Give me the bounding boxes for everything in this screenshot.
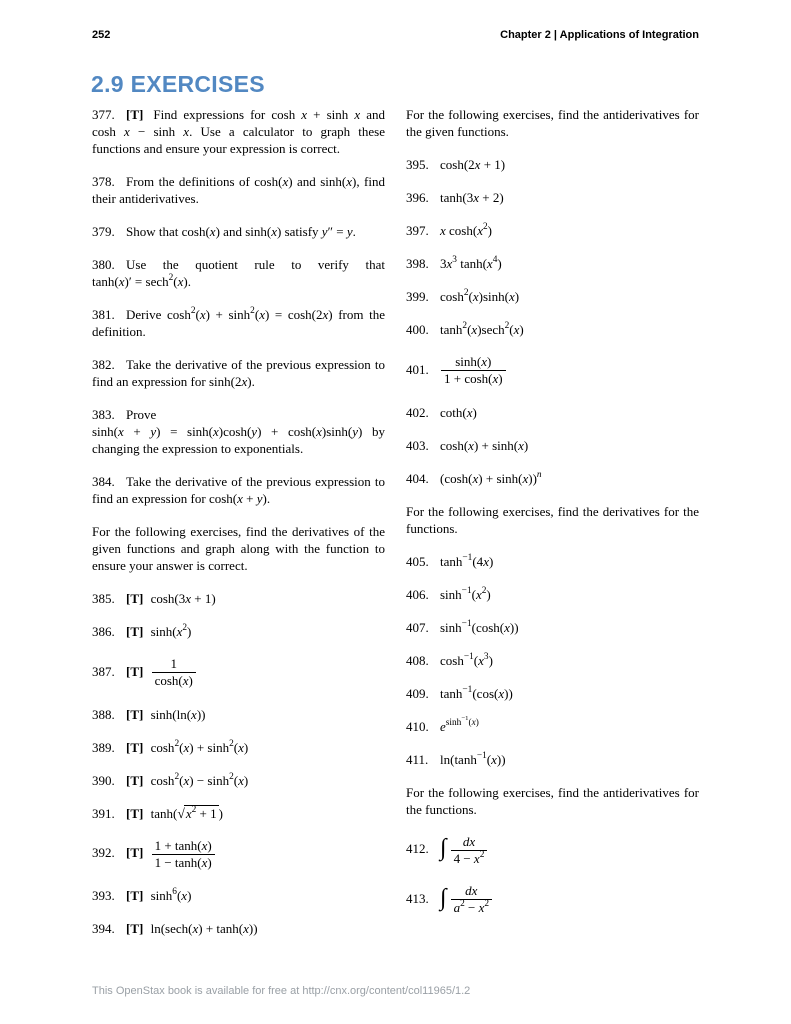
exercise-text: [T] Find expressions for cosh x + sinh x and cosh x − sinh x. Use a calculator to graph these functions and ensure your expression is correct. [92,107,385,156]
exercise-number: 382. [92,357,115,372]
exercise-number: 401. [406,361,429,377]
exercise-text: [T] $\frac{1}{\cosh(x)}$ [126,664,197,679]
exercise-text: $\sinh^{-1}(x^2)$ [440,585,491,602]
exercise-item-403 [406,437,699,454]
exercise-item-389 [92,739,385,756]
exercise-number: 380. [92,257,115,272]
exercise-text: [T] $\cosh^2(x) - \sinh^2(x)$ [126,771,249,788]
exercise-item-381 [92,306,385,340]
exercise-text: [T] $\sinh(x^2)$ [126,623,192,639]
chapter-title: Chapter 2 | Applications of Integration [500,29,699,41]
exercise-text: $\frac{\sinh(x)}{1 + \cosh(x)}$ [440,362,507,377]
exercise-text: $\cosh^{-1}(x^3)$ [440,651,493,668]
section-intro: For the following exercises, find the antiderivatives for the given functions. [406,107,699,139]
exercise-text: [T] $\tanh(√x^2 + 1$ ) [126,804,223,821]
exercise-item-393 [92,887,385,904]
exercise-content-area [92,106,699,953]
page-footer: This OpenStax book is available for free at http://cnx.org/content/col11965/1.2 [92,985,471,997]
exercise-number: 406. [406,586,429,602]
exercise-item-378 [92,173,385,207]
exercise-number: 404. [406,470,429,486]
exercise-text: coth(x) [440,404,477,420]
exercise-number: 379. [92,224,115,239]
exercise-number: 387. [92,663,115,679]
exercise-item-397 [406,222,699,239]
exercise-text: [T] sinh(ln(x)) [126,706,206,722]
exercise-number: 393. [92,888,115,903]
exercise-number: 389. [92,739,115,755]
exercise-number: 412. [406,841,429,857]
exercise-text: Take the derivative of the previous expression to find an expression for cosh(x + y). [92,474,385,506]
exercise-item-413 [406,883,699,917]
exercise-number: 398. [406,256,429,271]
exercise-text: Take the derivative of the previous expression to find an expression for sinh(2x). [92,357,385,389]
exercise-item-388 [92,706,385,723]
exercise-text: $\sinh^{-1}(\cosh(x))$ [440,618,519,635]
exercise-item-394 [92,920,385,937]
page-number: 252 [92,29,111,41]
exercise-number: 408. [406,652,429,668]
exercise-item-398 [406,255,699,272]
exercise-item-384 [92,473,385,507]
exercise-item-400 [406,321,699,338]
exercise-text: ∫ $\frac{dx}{4 - x^2}$ [440,841,488,856]
exercise-text: $e^{sinh^{-1}(x)}$ [440,715,479,734]
exercise-text: [T] $\sinh^6(x)$ [126,887,192,903]
exercise-text: $3x^3$ $\tanh(x^4)$ [440,255,502,271]
exercise-number: 395. [406,157,429,172]
running-head [92,29,699,41]
exercise-item-410 [406,715,699,735]
exercise-text: Derive $\cosh^2(x) + \sinh^2(x) = \cosh(2x)$ from the definition. [92,306,385,339]
exercise-item-387 [92,656,385,690]
exercise-text: cosh(2x + 1) [440,157,506,172]
exercise-text: [T] $\frac{1 + \tanh(x)}{1 - \tanh(x)}$ [126,845,216,860]
column-right [406,106,699,953]
exercise-text: $\tanh^{-1}(\cos(x))$ [440,684,513,701]
exercise-number: 378. [92,174,115,189]
exercise-item-395 [406,156,699,173]
exercise-item-399 [406,288,699,305]
exercise-item-411 [406,751,699,768]
exercise-number: 397. [406,223,429,238]
exercise-item-396 [406,189,699,206]
exercise-number: 403. [406,437,429,453]
exercise-item-391 [92,805,385,822]
exercise-number: 384. [92,474,115,489]
exercise-number: 392. [92,845,115,861]
exercise-number: 413. [406,890,429,906]
exercise-item-392 [92,838,385,872]
exercise-number: 402. [406,404,429,420]
exercise-number: 377. [92,107,115,122]
exercise-number: 405. [406,553,429,569]
exercise-text: $\ln(\tanh^{-1}(x))$ [440,750,506,767]
exercise-item-405 [406,553,699,570]
exercise-item-390 [92,772,385,789]
exercise-item-380 [92,256,385,290]
exercise-text: [T] ln(sech(x) + tanh(x)) [126,921,258,936]
exercise-number: 390. [92,772,115,788]
section-intro: For the following exercises, find the antiderivatives for the functions. [406,784,699,817]
exercise-item-385 [92,590,385,607]
exercise-item-407 [406,619,699,636]
exercise-number: 410. [406,718,429,734]
column-left [92,106,385,953]
exercise-text: Prove sinh(x + y) = sinh(x)cosh(y) + cosh(x)sinh(y) by changing the expression to exponentials. [92,407,385,456]
exercise-item-402 [406,404,699,421]
exercise-number: 407. [406,619,429,635]
exercise-number: 386. [92,624,115,639]
exercise-text: ∫ $\frac{dx}{a^2 - x^2}$ [440,891,493,906]
section-title: 2.9 EXERCISES [91,71,265,97]
exercise-text: x $\cosh(x^2)$ [440,222,492,238]
exercise-text: [T] cosh(3x + 1) [126,591,216,606]
exercise-number: 409. [406,685,429,701]
exercise-number: 399. [406,289,429,304]
section-intro: For the following exercises, find the derivatives for the functions. [406,503,699,536]
exercise-number: 411. [406,751,429,767]
exercise-number: 388. [92,706,115,722]
exercise-number: 391. [92,805,115,821]
section-intro: For the following exercises, find the derivatives of the given functions and graph along with the function to ensure your answer is correct. [92,524,385,573]
exercise-item-409 [406,685,699,702]
exercise-item-406 [406,586,699,603]
exercise-text: $\tanh^2(x)\sec h^2(x)$ [440,321,524,337]
exercise-text: cosh(x) + sinh(x) [440,437,529,453]
exercise-item-401 [406,354,699,388]
exercise-item-379 [92,223,385,240]
exercise-text: $\tanh^{-1}(4x)$ [440,552,494,569]
exercise-number: 383. [92,407,115,422]
exercise-item-383 [92,406,385,457]
exercise-item-382 [92,356,385,390]
exercise-text: tanh(3x + 2) [440,190,504,205]
exercise-number: 394. [92,921,115,936]
exercise-text: $\cosh^2(x)\sinh(x)$ [440,288,520,304]
exercise-number: 385. [92,591,115,606]
exercise-text: From the definitions of cosh(x) and sinh(x), find their antiderivatives. [92,174,385,206]
exercise-item-412 [406,834,699,868]
exercise-item-386 [92,623,385,640]
exercise-text: Show that cosh(x) and sinh(x) satisfy y″ = y. [126,224,356,239]
exercise-text: Use the quotient rule to verify that tanh(x)′ = sech$^2$(x). [92,257,385,289]
exercise-item-404 [406,470,699,487]
exercise-item-408 [406,652,699,669]
exercise-number: 381. [92,307,115,322]
exercise-item-377 [92,106,385,157]
exercise-number: 396. [406,190,429,205]
exercise-text: [T] $\cosh^2(x) + \sinh^2(x)$ [126,738,249,755]
exercise-text: $(\cosh(x) + \sinh(x))^n$ [440,469,542,486]
exercise-number: 400. [406,322,429,337]
